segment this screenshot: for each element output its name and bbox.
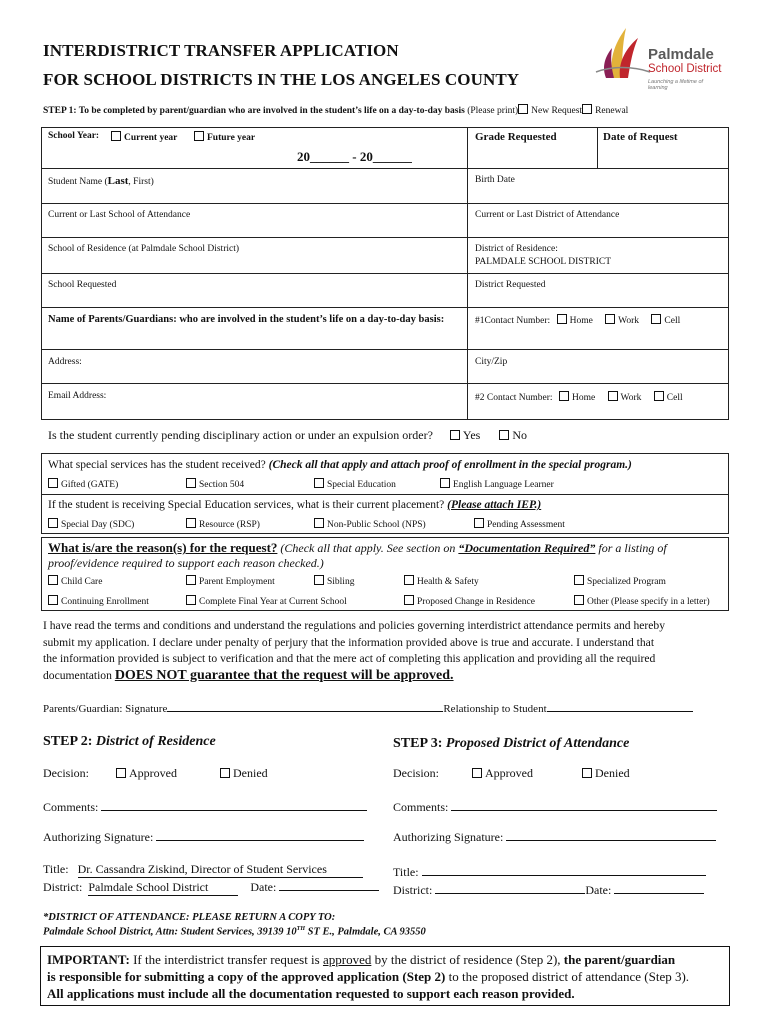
sibling-label: Sibling <box>327 577 355 587</box>
step3-approved-checkbox[interactable] <box>472 768 482 778</box>
important-t3: the parent/guardian <box>563 952 676 967</box>
school-year-label: School Year: <box>48 131 100 141</box>
student-name-field[interactable] <box>48 175 154 187</box>
step2-title: District of Residence <box>95 734 216 749</box>
disciplinary-no-checkbox[interactable] <box>499 430 509 440</box>
step2-approved-checkbox[interactable] <box>116 768 126 778</box>
step3-heading <box>393 736 629 752</box>
form-title-line2: FOR SCHOOL DISTRICTS IN THE LOS ANGELES COUNTY <box>43 70 520 89</box>
services-instruction: (Check all that apply and attach proof of enrollment in the special program.) <box>268 459 632 471</box>
service-504[interactable] <box>186 478 244 490</box>
change-residence-label: Proposed Change in Residence <box>417 597 535 607</box>
pending-assessment-label: Pending Assessment <box>487 520 565 530</box>
declaration-line4: documentation <box>43 668 112 682</box>
cityzip-field[interactable]: City/Zip <box>475 357 508 367</box>
disciplinary-yes-checkbox[interactable] <box>450 430 460 440</box>
not-guarantee-notice: DOES NOT guarantee that the request will be approved. <box>114 667 454 683</box>
important-notice-text <box>47 951 727 1002</box>
declaration-line1: I have read the terms and conditions and understand the regulations and policies governing interdistrict attendance permits and hereby <box>43 619 665 632</box>
important-t2: by the district of residence (Step 2), <box>371 952 564 967</box>
contact1-label: #1Contact Number: <box>475 316 551 326</box>
ell-checkbox[interactable] <box>440 478 450 488</box>
other-label: Other (Please specify in a letter) <box>587 597 710 607</box>
child-care-checkbox[interactable] <box>48 575 58 585</box>
child-care-label: Child Care <box>61 577 103 587</box>
nps-label: Non-Public School (NPS) <box>327 520 426 530</box>
contact1-home-checkbox[interactable] <box>557 314 567 324</box>
service-sped[interactable] <box>314 478 396 490</box>
continuing-enrollment-checkbox[interactable] <box>48 595 58 605</box>
step2-comments-row[interactable] <box>43 800 367 815</box>
placement-question: If the student is receiving Special Education services, what is their current placement? <box>48 499 445 511</box>
year-range[interactable]: 20______ - 20______ <box>297 149 412 164</box>
step2-title-value: Dr. Cassandra Ziskind, Director of Student Services <box>78 862 363 878</box>
important-t6: All applications must include all the documentation requested to support each reason provided. <box>47 986 575 1001</box>
relationship-line[interactable] <box>547 711 693 712</box>
step2-denied-label: Denied <box>233 766 268 780</box>
renewal-checkbox[interactable] <box>582 104 592 114</box>
reasons-instruction-b: for a listing of <box>598 541 667 555</box>
final-year-checkbox[interactable] <box>186 595 196 605</box>
contact1-work-label: Work <box>618 316 640 326</box>
services-question: What special services has the student received? <box>48 459 266 471</box>
health-safety-label: Health & Safety <box>417 577 479 587</box>
step3-auth-label: Authorizing Signature: <box>393 830 504 844</box>
reason-other[interactable] <box>574 595 710 607</box>
sdc-label: Special Day (SDC) <box>61 520 135 530</box>
step3-decision-row <box>393 766 630 781</box>
special-education-checkbox[interactable] <box>314 478 324 488</box>
service-gifted[interactable] <box>48 478 118 490</box>
step3-title-line[interactable] <box>422 875 706 876</box>
contact2-work-checkbox[interactable] <box>608 391 618 401</box>
placement-instruction: (Please attach IEP.) <box>447 499 542 511</box>
reasons-line1 <box>48 540 667 556</box>
important-label: IMPORTANT: <box>47 952 130 967</box>
step3-denied-label: Denied <box>595 766 630 780</box>
step2-district-label: District: <box>43 880 83 894</box>
current-district-field[interactable]: Current or Last District of Attendance <box>475 210 620 220</box>
declaration-paragraph <box>43 618 665 684</box>
step2-auth-line[interactable] <box>156 840 364 841</box>
step3-date-line[interactable] <box>614 893 704 894</box>
step2-title-row <box>43 862 363 878</box>
new-request-label: New Request <box>531 106 583 116</box>
contact1-row <box>475 314 680 326</box>
contact2-cell-checkbox[interactable] <box>654 391 664 401</box>
step2-approved-label: Approved <box>129 766 177 780</box>
disciplinary-question: Is the student currently pending disciplinary action or under an expulsion order? <box>48 428 433 442</box>
continuing-enrollment-label: Continuing Enrollment <box>61 597 149 607</box>
step3-title-label: Title: <box>393 865 419 879</box>
step3-title-row[interactable] <box>393 865 706 880</box>
disciplinary-yes-label: Yes <box>462 428 481 442</box>
return-copy-line: *DISTRICT OF ATTENDANCE: PLEASE RETURN A COPY TO: <box>43 912 336 923</box>
logo-sub: School District <box>648 63 722 75</box>
section504-label: Section 504 <box>199 480 245 490</box>
reason-health-safety[interactable] <box>404 575 479 587</box>
step2-decision-label: Decision: <box>43 766 89 780</box>
contact2-row <box>475 391 683 403</box>
step2-decision-row <box>43 766 268 781</box>
step1-label: STEP 1: To be completed by parent/guardian who are involved in the student’s life on a day-to-day basis <box>43 106 465 116</box>
current-year-checkbox[interactable] <box>111 131 121 141</box>
nps-checkbox[interactable] <box>314 518 324 528</box>
reason-continuing-enrollment[interactable] <box>48 595 149 607</box>
declaration-line3: the information provided is subject to verification and that the mere act of completing this application and providing all the required <box>43 652 656 665</box>
step3-district-label: District: <box>393 883 433 897</box>
student-name-pre: Student Name ( <box>48 177 108 187</box>
placement-nps[interactable] <box>314 518 426 530</box>
student-name-post: , First) <box>128 177 154 187</box>
step3-denied-checkbox[interactable] <box>582 768 592 778</box>
step3-comments-label: Comments: <box>393 800 449 814</box>
contact1-cell-checkbox[interactable] <box>651 314 661 324</box>
services-question-line <box>48 459 632 471</box>
contact1-home-label: Home <box>569 316 593 326</box>
future-year-option[interactable] <box>194 131 255 143</box>
step2-auth-row[interactable] <box>43 830 364 845</box>
documentation-required-link[interactable]: “Documentation Required” <box>458 541 596 555</box>
step2-district-row <box>43 880 379 896</box>
service-ell[interactable] <box>440 478 554 490</box>
school-requested-field[interactable]: School Requested <box>48 280 117 290</box>
parent-signature-line[interactable] <box>167 711 443 712</box>
contact2-home-label: Home <box>571 393 596 403</box>
step3-title: Proposed District of Attendance <box>445 736 630 751</box>
section504-checkbox[interactable] <box>186 478 196 488</box>
reason-change-residence[interactable] <box>404 595 535 607</box>
parent-signature-row[interactable] <box>43 703 693 715</box>
reasons-question: What is/are the reason(s) for the request? <box>48 540 278 555</box>
important-t4: is responsible for submitting a copy of the approved application (Step 2) <box>47 969 446 984</box>
current-year-option[interactable] <box>111 131 177 143</box>
future-year-checkbox[interactable] <box>194 131 204 141</box>
current-school-field[interactable]: Current or Last School of Attendance <box>48 210 191 220</box>
change-residence-checkbox[interactable] <box>404 595 414 605</box>
contact1-work-checkbox[interactable] <box>605 314 615 324</box>
student-name-last: Last <box>107 175 129 187</box>
birth-date-field[interactable]: Birth Date <box>475 175 515 185</box>
contact2-cell-label: Cell <box>666 393 683 403</box>
gifted-checkbox[interactable] <box>48 478 58 488</box>
step3-decision-label: Decision: <box>393 766 439 780</box>
reason-parent-employment[interactable] <box>186 575 275 587</box>
reasons-instruction-a: (Check all that apply. See section on <box>280 541 456 555</box>
date-of-request-field[interactable]: Date of Request <box>603 131 678 143</box>
special-education-label: Special Education <box>327 480 396 490</box>
step3-approved-label: Approved <box>485 766 533 780</box>
rsp-label: Resource (RSP) <box>199 520 260 530</box>
step2-number: STEP 2: <box>43 734 93 749</box>
other-checkbox[interactable] <box>574 595 584 605</box>
district-residence-label: District of Residence: <box>475 244 558 254</box>
reasons-line2: proof/evidence required to support each reason checked.) <box>48 556 324 570</box>
return-address-pre: Palmdale School District, Attn: Student Services, 39139 10 <box>43 926 297 938</box>
logo-tagline: Launching a lifetime of learning <box>648 79 704 91</box>
form-title-line1: INTERDISTRICT TRANSFER APPLICATION <box>43 41 399 60</box>
contact2-work-label: Work <box>620 393 642 403</box>
disciplinary-row <box>48 428 527 443</box>
step3-district-line[interactable] <box>435 893 585 894</box>
contact1-cell-label: Cell <box>664 316 681 326</box>
step2-date-line[interactable] <box>279 890 379 891</box>
return-address <box>43 926 426 938</box>
sibling-checkbox[interactable] <box>314 575 324 585</box>
placement-pending[interactable] <box>474 518 565 530</box>
ell-label: English Language Learner <box>453 480 554 490</box>
step2-comments-label: Comments: <box>43 800 99 814</box>
declaration-line2: submit my application. I declare under penalty of perjury that the information provided above is true and accurate. I understand that <box>43 635 655 649</box>
reason-final-year[interactable] <box>186 595 347 607</box>
district-requested-field[interactable]: District Requested <box>475 280 546 290</box>
health-safety-checkbox[interactable] <box>404 575 414 585</box>
step3-auth-line[interactable] <box>506 840 716 841</box>
future-year-label: Future year <box>207 133 256 143</box>
reason-sibling[interactable] <box>314 575 354 587</box>
contact2-label: #2 Contact Number: <box>475 393 553 403</box>
renewal-label: Renewal <box>595 106 629 116</box>
pending-assessment-checkbox[interactable] <box>474 518 484 528</box>
important-t1: If the interdistrict transfer request is <box>129 952 323 967</box>
parents-guardians-field[interactable]: Name of Parents/Guardians: who are involved in the student’s life on a day-to-day basis: <box>48 314 445 325</box>
parent-signature-label: Parents/Guardian: Signature <box>43 703 168 715</box>
reason-child-care[interactable] <box>48 575 102 587</box>
important-approved: approved <box>322 952 372 967</box>
important-t5: to the proposed district of attendance (Step 3). <box>445 969 690 984</box>
grade-requested-field[interactable]: Grade Requested <box>475 131 557 143</box>
print-note: (Please print) <box>467 106 519 116</box>
step2-heading <box>43 734 216 750</box>
placement-sdc[interactable] <box>48 518 134 530</box>
district-logo <box>592 22 722 90</box>
current-year-label: Current year <box>124 133 178 143</box>
reason-specialized-program[interactable] <box>574 575 666 587</box>
contact2-home-checkbox[interactable] <box>559 391 569 401</box>
relationship-label: Relationship to Student <box>443 703 547 715</box>
specialized-program-label: Specialized Program <box>587 577 666 587</box>
step3-date-label: Date: <box>585 883 612 897</box>
step2-comments-line[interactable] <box>101 810 367 811</box>
step3-number: STEP 3: <box>393 736 443 751</box>
final-year-label: Complete Final Year at Current School <box>199 597 347 607</box>
step2-district-value: Palmdale School District <box>88 880 238 896</box>
return-address-post: ST E., Palmdale, CA 93550 <box>305 926 426 938</box>
sdc-checkbox[interactable] <box>48 518 58 528</box>
step2-denied-checkbox[interactable] <box>220 768 230 778</box>
step3-comments-row[interactable] <box>393 800 717 815</box>
address-field[interactable]: Address: <box>48 357 82 367</box>
step2-auth-label: Authorizing Signature: <box>43 830 154 844</box>
parent-employment-label: Parent Employment <box>199 577 275 587</box>
new-request-checkbox[interactable] <box>518 104 528 114</box>
logo-name: Palmdale <box>648 46 714 63</box>
placement-rsp[interactable] <box>186 518 260 530</box>
school-residence-field[interactable]: School of Residence (at Palmdale School District) <box>48 244 240 254</box>
gifted-label: Gifted (GATE) <box>61 480 119 490</box>
placement-question-line <box>48 499 541 511</box>
step2-date-label: Date: <box>250 880 277 894</box>
flame-logo-icon <box>592 22 652 82</box>
rsp-checkbox[interactable] <box>186 518 196 528</box>
step1-line <box>43 104 628 116</box>
step3-district-row[interactable] <box>393 883 704 898</box>
specialized-program-checkbox[interactable] <box>574 575 584 585</box>
email-field[interactable]: Email Address: <box>48 391 107 401</box>
district-residence-value: PALMDALE SCHOOL DISTRICT <box>475 257 612 267</box>
step3-comments-line[interactable] <box>451 810 717 811</box>
step2-title-label: Title: <box>43 862 69 876</box>
parent-employment-checkbox[interactable] <box>186 575 196 585</box>
disciplinary-no-label: No <box>512 428 528 442</box>
return-address-sup: TH <box>296 926 306 932</box>
step3-auth-row[interactable] <box>393 830 716 845</box>
